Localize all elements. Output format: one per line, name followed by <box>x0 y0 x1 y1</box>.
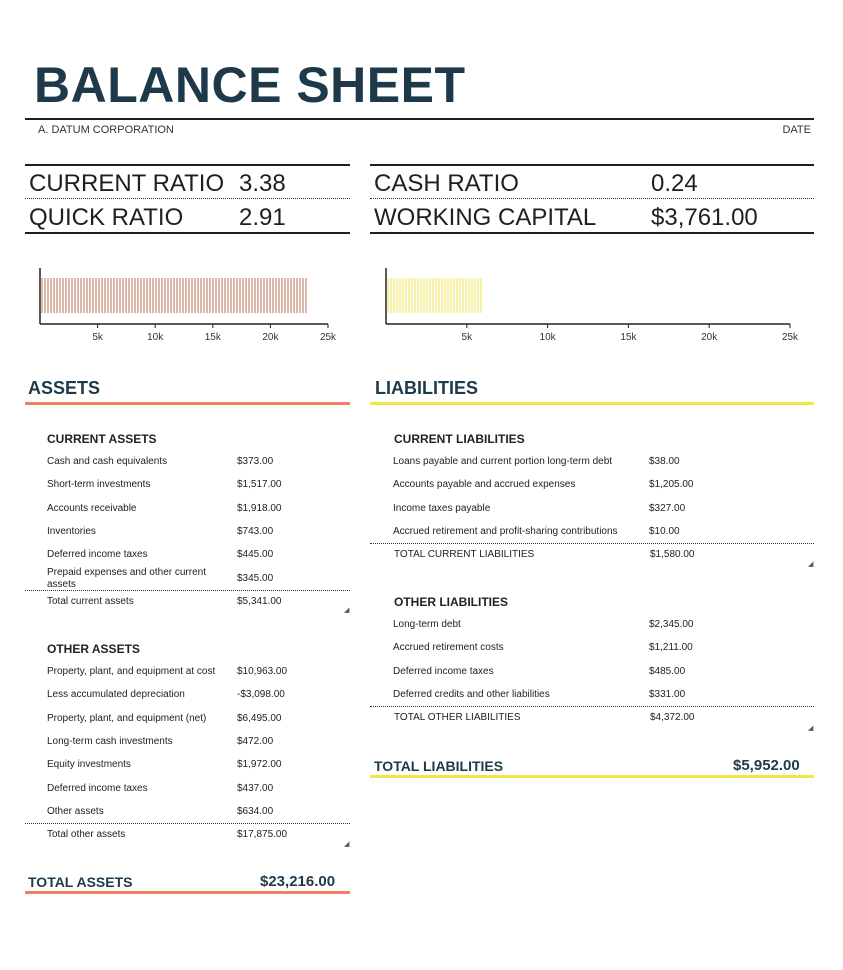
line-item-name: Less accumulated depreciation <box>47 689 185 701</box>
line-item-row <box>393 503 813 526</box>
quick-ratio-row <box>25 200 350 233</box>
total-liabilities-label: TOTAL LIABILITIES <box>374 758 504 774</box>
assets-bar-chart <box>30 262 345 346</box>
line-item-name: Long-term debt <box>393 619 461 630</box>
line-item-name: Prepaid expenses and other current assets <box>47 566 206 590</box>
liabilities-heading-rule <box>370 402 814 405</box>
line-item-row <box>47 526 350 549</box>
line-item-amount: $345.00 <box>237 572 274 584</box>
page-title: BALANCE SHEET <box>34 57 466 113</box>
current-liabilities-total-divider <box>370 543 814 544</box>
line-item-row <box>393 456 813 479</box>
chart-tick-label: 10k <box>147 332 164 343</box>
line-item-amount: $373.00 <box>237 456 274 467</box>
line-item-amount: $327.00 <box>649 502 686 514</box>
current-ratio-label: CURRENT RATIO <box>29 170 225 197</box>
line-item-name: Deferred income taxes <box>47 782 148 794</box>
line-item-amount: $6,495.00 <box>237 712 282 724</box>
assets-heading-rule <box>25 402 350 405</box>
line-item-row <box>393 642 813 665</box>
total-assets-label: TOTAL ASSETS <box>28 874 133 890</box>
line-item-amount: $743.00 <box>237 525 274 537</box>
total-liabilities-rule <box>370 775 814 778</box>
line-item-amount: $1,205.00 <box>649 479 694 491</box>
line-item-row <box>393 526 813 549</box>
line-item-name: Accrued retirement costs <box>393 642 504 654</box>
line-item-amount: $331.00 <box>649 688 686 700</box>
line-item-name: Accrued retirement and profit-sharing contributions <box>393 525 618 537</box>
title-divider <box>25 118 814 120</box>
other-liabilities-total-divider <box>370 706 814 707</box>
chart-tick-label: 20k <box>701 332 718 343</box>
chart-tick-label: 20k <box>262 332 279 343</box>
current-liabilities-total-label: TOTAL CURRENT LIABILITIES <box>394 549 535 560</box>
line-item-amount: $38.00 <box>649 456 680 467</box>
line-item-name: Deferred income taxes <box>393 665 494 677</box>
chart-tick-label: 25k <box>319 332 337 343</box>
other-assets-total-divider <box>25 823 350 824</box>
line-item-name: Property, plant, and equipment at cost <box>47 666 216 677</box>
other-assets-total-row <box>47 829 350 852</box>
line-item-row <box>47 456 350 479</box>
resize-corner-icon: ◢ <box>344 607 350 614</box>
line-item-row <box>47 736 350 759</box>
line-item-name: Deferred income taxes <box>47 549 148 561</box>
line-item-amount: $472.00 <box>237 735 274 747</box>
working-capital-label: WORKING CAPITAL <box>374 204 597 231</box>
line-item-amount: $1,517.00 <box>237 479 282 491</box>
line-item-row <box>47 666 350 689</box>
company-name: A. DATUM CORPORATION <box>38 124 174 136</box>
line-item-name: Long-term cash investments <box>47 735 173 747</box>
line-item-row <box>47 806 350 829</box>
total-liabilities-amount: $5,952.00 <box>733 757 800 774</box>
liabilities-bar-chart <box>376 262 801 346</box>
other-assets-title: OTHER ASSETS <box>47 642 140 656</box>
current-assets-total-amount: $5,341.00 <box>237 596 282 607</box>
line-item-amount: $1,211.00 <box>649 642 693 654</box>
ratio-box-left <box>25 164 350 234</box>
working-capital-value: $3,761.00 <box>651 204 758 231</box>
line-item-name: Short-term investments <box>47 479 151 491</box>
line-item-name: Equity investments <box>47 759 131 771</box>
chart-tick-label: 5k <box>461 332 473 343</box>
resize-corner-icon: ◢ <box>344 841 350 848</box>
date-label: DATE <box>782 124 811 136</box>
cash-ratio-value: 0.24 <box>651 170 698 197</box>
total-assets-rule <box>25 891 350 894</box>
chart-tick-label: 10k <box>539 332 556 343</box>
line-item-amount: $1,972.00 <box>237 759 282 771</box>
ratio-box-right <box>370 164 814 234</box>
current-assets-total-divider <box>25 590 350 591</box>
line-item-name: Accounts payable and accrued expenses <box>393 479 576 491</box>
current-assets-total-label: Total current assets <box>47 596 134 607</box>
line-item-name: Property, plant, and equipment (net) <box>47 712 207 724</box>
line-item-row <box>47 783 350 806</box>
chart-tick-label: 15k <box>204 332 221 343</box>
line-item-row <box>47 713 350 736</box>
resize-corner-icon: ◢ <box>808 561 814 568</box>
line-item-name: Inventories <box>47 525 96 537</box>
other-liabilities-title: OTHER LIABILITIES <box>394 595 508 609</box>
line-item-row <box>393 619 813 642</box>
line-item-amount: $10.00 <box>649 525 680 537</box>
quick-ratio-label: QUICK RATIO <box>29 204 184 231</box>
current-liabilities-title: CURRENT LIABILITIES <box>394 432 525 446</box>
line-item-row <box>393 479 813 502</box>
line-item-row <box>393 689 813 712</box>
line-item-name: Loans payable and current portion long-term debt <box>393 456 613 467</box>
other-liabilities-total-row <box>394 712 814 735</box>
current-liabilities-total-row <box>394 549 814 572</box>
line-item-row <box>47 759 350 782</box>
resize-corner-icon: ◢ <box>808 725 814 732</box>
line-item-amount: $10,963.00 <box>237 666 288 677</box>
line-item-row <box>47 479 350 502</box>
line-item-row <box>393 666 813 689</box>
line-item-name: Cash and cash equivalents <box>47 456 168 467</box>
cash-ratio-row <box>370 166 814 199</box>
line-item-amount: $437.00 <box>237 782 274 794</box>
chart-bar <box>388 278 481 313</box>
line-item-amount: $1,918.00 <box>237 502 282 514</box>
quick-ratio-value: 2.91 <box>239 204 286 231</box>
current-liabilities-total-amount: $1,580.00 <box>650 549 695 560</box>
line-item-row <box>47 567 350 590</box>
line-item-amount: $445.00 <box>237 549 274 561</box>
other-assets-total-label: Total other assets <box>47 829 126 840</box>
line-item-amount: $485.00 <box>649 665 686 677</box>
chart-tick-label: 25k <box>781 332 799 343</box>
line-item-row <box>47 689 350 712</box>
working-capital-row <box>370 200 814 233</box>
line-item-name: Deferred credits and other liabilities <box>393 688 550 700</box>
assets-heading: ASSETS <box>28 378 101 398</box>
chart-tick-label: 15k <box>620 332 637 343</box>
line-item-name: Other assets <box>47 805 104 817</box>
current-ratio-value: 3.38 <box>239 170 286 197</box>
chart-bar <box>42 278 306 313</box>
line-item-amount: $2,345.00 <box>649 619 694 630</box>
line-item-name: Income taxes payable <box>393 502 491 514</box>
line-item-row <box>47 503 350 526</box>
chart-tick-label: 5k <box>92 332 103 343</box>
cash-ratio-label: CASH RATIO <box>374 170 519 197</box>
current-assets-total-row <box>47 596 350 619</box>
other-assets-total-amount: $17,875.00 <box>237 829 288 840</box>
current-assets-title: CURRENT ASSETS <box>47 432 157 446</box>
total-assets-amount: $23,216.00 <box>260 873 336 890</box>
other-liabilities-total-label: TOTAL OTHER LIABILITIES <box>394 712 521 723</box>
line-item-amount: $634.00 <box>237 805 274 817</box>
current-ratio-row <box>25 166 350 199</box>
line-item-amount: -$3,098.00 <box>237 689 285 701</box>
liabilities-heading: LIABILITIES <box>375 378 478 398</box>
line-item-name: Accounts receivable <box>47 502 137 514</box>
other-liabilities-total-amount: $4,372.00 <box>650 712 695 723</box>
